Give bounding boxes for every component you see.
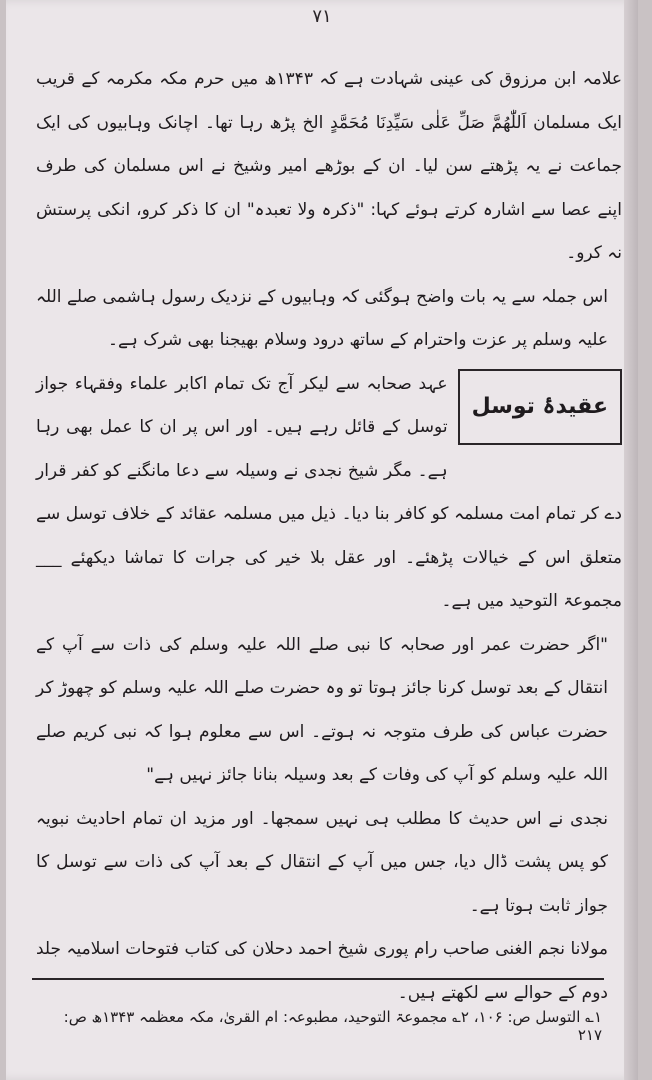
footnote: ۱؎ التوسل ص: ۱۰۶، ۲؎ مجموعۃ التوحید، مطبوعہ: ام القریٰ، مکہ معظمہ ۱۳۴۳ھ ص: ۲۱۷	[63, 1008, 602, 1044]
page-number: ۷۱	[312, 6, 332, 27]
paragraph-4-quote: "اگر حضرت عمر اور صحابہ کا نبی صلے اللہ علیہ وسلم کی ذات سے آپ کے انتقال کے بعد توسل کرنا جائز ہوتا تو وہ حضرت صلے اللہ علیہ وسلم کو چھوڑ کر حضرت عباس کی طرف متوجہ نہ ہوتے۔ اس سے معلوم ہوا کہ نبی کریم صلے اللہ علیہ وسلم کو آپ کی وفات کے بعد وسیلہ بنانا جائز نہیں ہے"	[36, 634, 608, 785]
paragraph-1: علامہ ابن مرزوق کی عینی شہادت ہے کہ ۱۳۴۳ھ میں حرم مکہ مکرمہ کے قریب ایک مسلمان اَللّٰھُمَّ صَلِّ عَلٰی سَیِّدِنَا مُحَمَّدٍ الخ پڑھ رہا تھا۔ اچانک وہابیوں کی ایک جماعت نے یہ پڑھتے سن لیا۔ ان کے بوڑھے امیر وشیخ نے اس مسلمان کی طرف اپنے عصا سے اشارہ کرتے ہوئے کہا: "ذکرہ ولا تعبدہ" ان کا ذکر کرو، انکی پرستش نہ کرو۔	[36, 69, 622, 263]
paragraph-3: عہد صحابہ سے لیکر آج تک تمام اکابر علماء وفقہاء جواز توسل کے قائل رہے ہیں۔ اور اس پر ان کا عمل بھی رہا ہے۔ مگر شیخ نجدی نے وسیلہ سے دعا مانگنے کو کفر قرار دے کر تمام امت مسلمہ کو کافر بنا دیا۔ ذیل میں مسلمہ عقائد کے خلاف توسل سے متعلق اس کے خیالات پڑھئے۔ اور عقل بلا خیر کی جرات کا تماشا دیکھئے ___ مجموعۃ التوحید میں ہے۔	[36, 373, 622, 611]
paragraph-2: اس جملہ سے یہ بات واضح ہوگئی کہ وہابیوں کے نزدیک رسول ہاشمی صلے اللہ علیہ وسلم پر عزت واحترام کے ساتھ درود وسلام بھیجنا بھی شرک ہے۔	[36, 286, 608, 350]
footnote-divider	[32, 978, 604, 980]
page-edge	[624, 0, 638, 1080]
paragraph-5: نجدی نے اس حدیث کا مطلب ہی نہیں سمجھا۔ اور مزید ان تمام احادیث نبویہ کو پس پشت ڈال دیا، جس میں آپ کے انتقال کے بعد آپ کی ذات سے توسل کا جواز ثابت ہوتا ہے۔	[36, 808, 608, 916]
section-heading: عقیدۂ توسل	[458, 369, 622, 445]
book-page	[6, 0, 638, 1080]
paragraph-6: مولانا نجم الغنی صاحب رام پوری شیخ احمد دحلان کی کتاب فتوحات اسلامیہ جلد دوم کے حوالے سے لکھتے ہیں۔	[36, 939, 608, 1003]
page-body	[36, 58, 622, 1003]
